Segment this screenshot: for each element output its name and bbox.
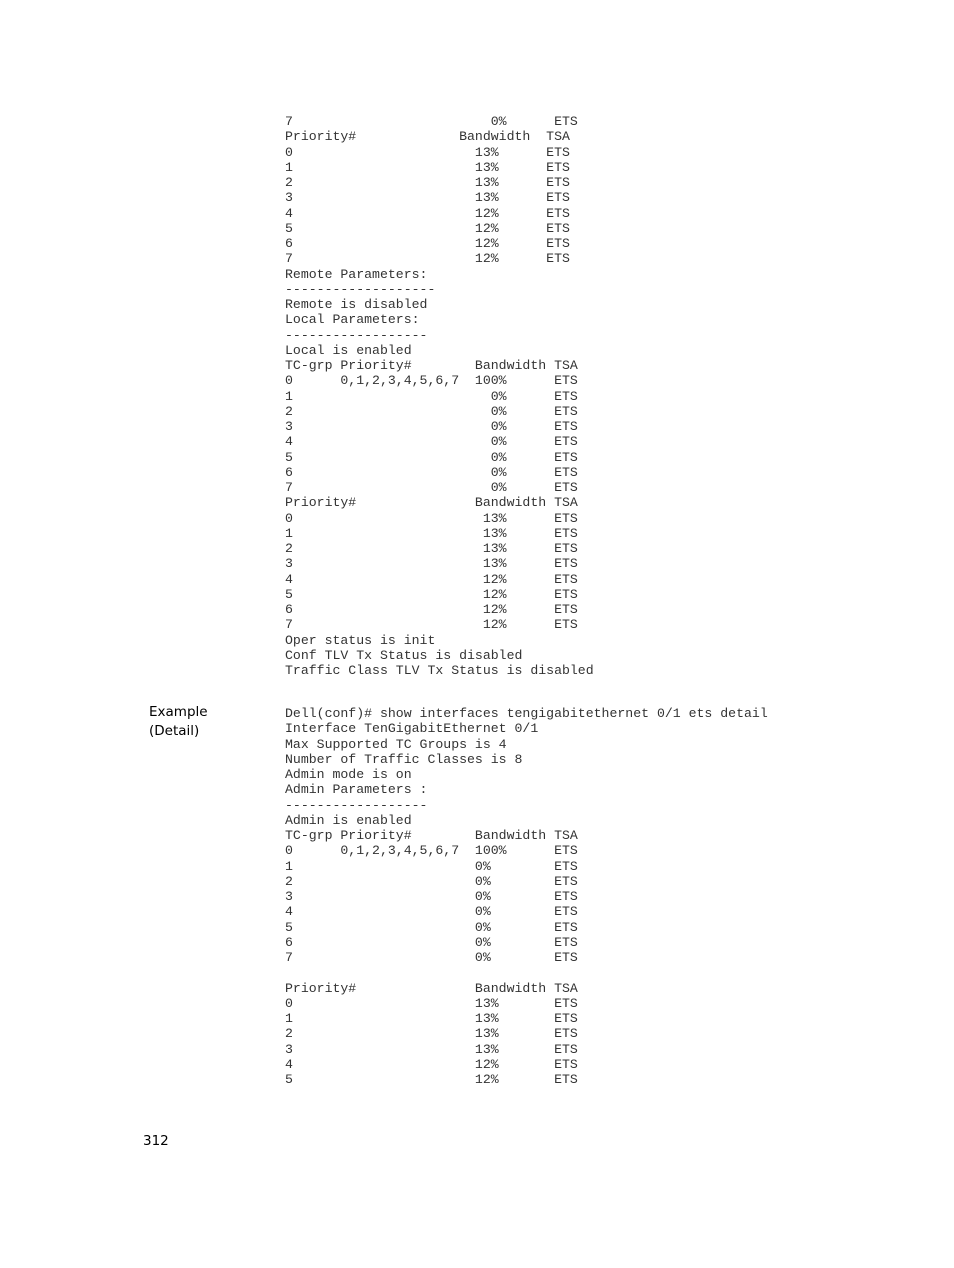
code-line: 2 0% ETS — [285, 403, 578, 419]
code-line: Dell(conf)# show interfaces tengigabitethernet 0/1 ets detail — [285, 706, 768, 721]
code-line: Max Supported TC Groups is 4 — [285, 736, 507, 752]
code-line: 7 0% ETS — [285, 114, 578, 129]
code-line — [285, 965, 768, 980]
code-line: Priority# Bandwidth TSA — [285, 980, 578, 996]
code-line: 1 13% ETS — [285, 525, 578, 541]
code-line: 0 13% ETS — [285, 995, 578, 1011]
code-line: Interface TenGigabitEthernet 0/1 — [285, 721, 539, 737]
code-line: 1 0% ETS — [285, 388, 578, 404]
cli-output-example-detail — [285, 706, 768, 1087]
example-label-line2: (Detail) — [149, 723, 200, 739]
code-line: 3 13% ETS — [285, 190, 570, 206]
code-line: 0 0,1,2,3,4,5,6,7 100% ETS — [285, 373, 578, 389]
code-line: ------------------- — [285, 281, 436, 297]
code-line: 2 13% ETS — [285, 541, 578, 556]
code-line: 2 0% ETS — [285, 873, 578, 889]
example-label — [149, 703, 208, 741]
code-line: 0 13% ETS — [285, 510, 578, 526]
code-line: 3 13% ETS — [285, 556, 578, 572]
code-line: Traffic Class TLV Tx Status is disabled — [285, 663, 594, 678]
code-line: 4 0% ETS — [285, 434, 578, 450]
code-line: ------------------ — [285, 327, 428, 343]
code-line: Conf TLV Tx Status is disabled — [285, 647, 523, 663]
code-line: Remote Parameters: — [285, 266, 428, 282]
code-line: Priority# Bandwidth TSA — [285, 129, 570, 145]
code-line: 0 0,1,2,3,4,5,6,7 100% ETS — [285, 843, 578, 859]
code-line: Admin Parameters : — [285, 782, 428, 798]
code-line: 6 12% ETS — [285, 236, 570, 251]
code-line: 4 12% ETS — [285, 1056, 578, 1072]
code-line: Admin is enabled — [285, 812, 412, 828]
code-line: 4 0% ETS — [285, 904, 578, 920]
code-line: TC-grp Priority# Bandwidth TSA — [285, 828, 578, 843]
code-line: 3 13% ETS — [285, 1041, 578, 1057]
code-line: 7 0% ETS — [285, 950, 578, 965]
code-line: 1 13% ETS — [285, 159, 570, 175]
code-line: 6 0% ETS — [285, 464, 578, 480]
code-line: 5 12% ETS — [285, 1072, 578, 1087]
code-line: 7 12% ETS — [285, 251, 570, 267]
code-line: 5 12% ETS — [285, 220, 570, 236]
page-number: 312 — [143, 1133, 169, 1149]
code-line: 3 0% ETS — [285, 419, 578, 434]
code-line: Local Parameters: — [285, 312, 420, 328]
code-line: 3 0% ETS — [285, 889, 578, 904]
code-line: TC-grp Priority# Bandwidth TSA — [285, 358, 578, 373]
code-line: 6 12% ETS — [285, 602, 578, 617]
code-line: Admin mode is on — [285, 767, 412, 782]
code-line: ------------------ — [285, 797, 428, 813]
example-label-line1: Example — [149, 704, 208, 720]
code-line: 2 13% ETS — [285, 175, 570, 190]
code-line: 4 12% ETS — [285, 571, 578, 587]
code-line: 5 0% ETS — [285, 919, 578, 935]
code-line: 7 0% ETS — [285, 480, 578, 495]
cli-output-continued — [285, 114, 594, 678]
code-line: 6 0% ETS — [285, 934, 578, 950]
code-line: 4 12% ETS — [285, 205, 570, 221]
code-line: 2 13% ETS — [285, 1026, 578, 1042]
code-line: Number of Traffic Classes is 8 — [285, 751, 523, 767]
code-line: Priority# Bandwidth TSA — [285, 495, 578, 511]
code-line: Oper status is init — [285, 632, 436, 648]
code-line: 5 0% ETS — [285, 449, 578, 465]
code-line: 7 12% ETS — [285, 617, 578, 633]
code-line: Remote is disabled — [285, 297, 428, 312]
code-line: 1 0% ETS — [285, 858, 578, 874]
code-line: 5 12% ETS — [285, 586, 578, 602]
code-line: 0 13% ETS — [285, 144, 570, 160]
code-line: Local is enabled — [285, 342, 412, 358]
code-line: 1 13% ETS — [285, 1011, 578, 1026]
